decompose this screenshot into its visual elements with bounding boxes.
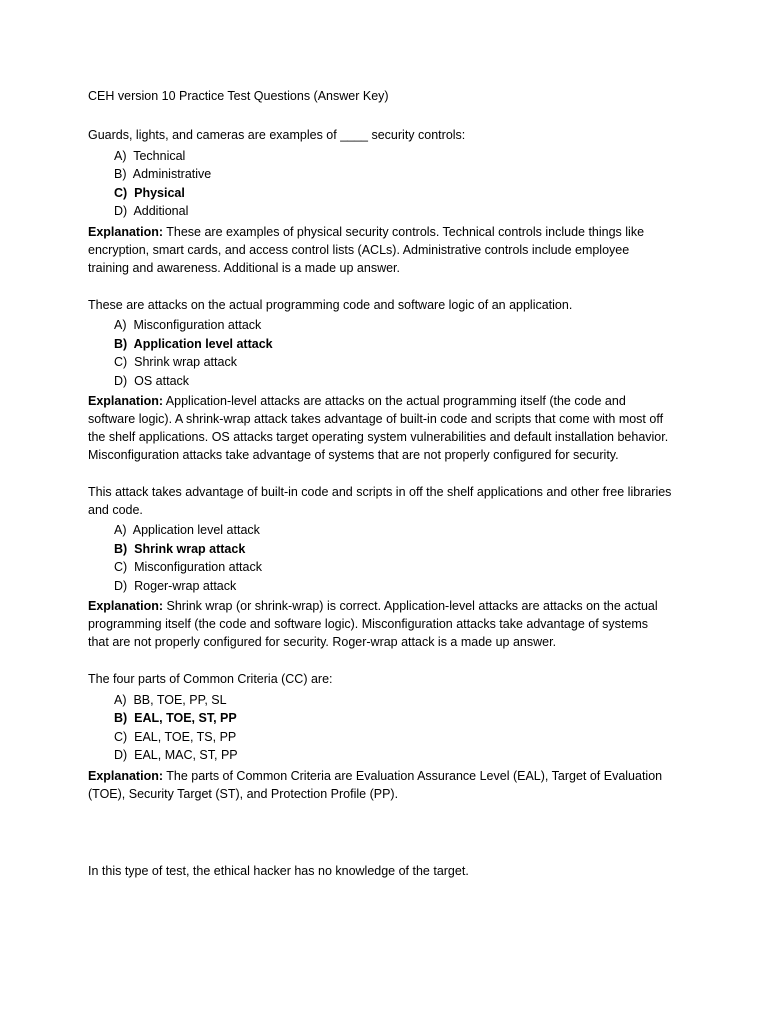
- explanation-label: Explanation:: [88, 599, 164, 613]
- choice-c: C) Misconfiguration attack: [114, 560, 262, 574]
- page-title: CEH version 10 Practice Test Questions (Answer Key): [88, 89, 389, 103]
- choice-d: D) EAL, MAC, ST, PP: [114, 748, 238, 762]
- choice-a: A) Misconfiguration attack: [114, 318, 262, 332]
- choice-c: C) EAL, TOE, TS, PP: [114, 729, 237, 744]
- section-spacer: [88, 823, 672, 863]
- choice-a: A) Application level attack: [114, 523, 260, 537]
- choice-d: D) Additional: [114, 204, 189, 218]
- answer-choices: [88, 147, 672, 221]
- choice-a: A) Technical: [114, 148, 186, 163]
- explanation-label: Explanation:: [88, 224, 164, 239]
- choice-a: A) BB, TOE, PP, SL: [114, 692, 227, 707]
- choice-b: B) Application level attack: [114, 336, 273, 351]
- question-text: These are attacks on the actual programming code and software logic of an application.: [88, 297, 573, 312]
- answer-choices: [88, 691, 672, 765]
- explanation: [88, 767, 672, 803]
- question-block-1: [88, 127, 672, 277]
- explanation-text: The parts of Common Criteria are Evaluation Assurance Level (EAL), Target of Evaluation (TOE), Security Target (ST), and Protection Profile (PP).: [88, 768, 663, 801]
- question-block-3: [88, 484, 672, 651]
- explanation: [88, 223, 672, 277]
- final-question-text: In this type of test, the ethical hacker has no knowledge of the target.: [88, 863, 469, 878]
- choice-b: B) EAL, TOE, ST, PP: [114, 711, 237, 725]
- answer-choices: [88, 521, 672, 595]
- explanation-text: Shrink wrap (or shrink-wrap) is correct. Application-level attacks are attacks on the actual programming itself (the code and software logic). Misconfiguration attacks take advantage of systems that are not properly configured for security. Roger-wrap attack is a made up answer.: [88, 599, 658, 649]
- explanation-label: Explanation:: [88, 394, 164, 408]
- choice-b: B) Shrink wrap attack: [114, 541, 246, 556]
- explanation: [88, 392, 672, 464]
- question-text: The four parts of Common Criteria (CC) are:: [88, 672, 333, 686]
- question-block-2: [88, 297, 672, 465]
- question-text: Guards, lights, and cameras are examples of ____ security controls:: [88, 128, 466, 142]
- choice-c: C) Shrink wrap attack: [114, 355, 237, 369]
- explanation-text: Application-level attacks are attacks on the actual programming itself (the code and software logic). A shrink-wrap attack takes advantage of built-in code and scripts that come with most off the shelf applications. OS attacks target operating system vulnerabilities and default installation behavior. Misconfiguration attacks take advantage of systems that are not properly configured for security.: [88, 394, 669, 462]
- choice-c: C) Physical: [114, 185, 185, 200]
- choice-d: D) Roger-wrap attack: [114, 578, 237, 593]
- question-block-4: [88, 671, 672, 803]
- choice-d: D) OS attack: [114, 373, 190, 388]
- question-text: This attack takes advantage of built-in code and scripts in off the shelf applications and other free libraries and code.: [88, 485, 672, 517]
- answer-choices: [88, 316, 672, 390]
- explanation-text: These are examples of physical security controls. Technical controls include things like encryption, smart cards, and access control lists (ACLs). Administrative controls include employee training and awareness. Additional is a made up answer.: [88, 224, 645, 275]
- explanation-label: Explanation:: [88, 768, 164, 783]
- explanation: [88, 597, 672, 651]
- choice-b: B) Administrative: [114, 167, 212, 181]
